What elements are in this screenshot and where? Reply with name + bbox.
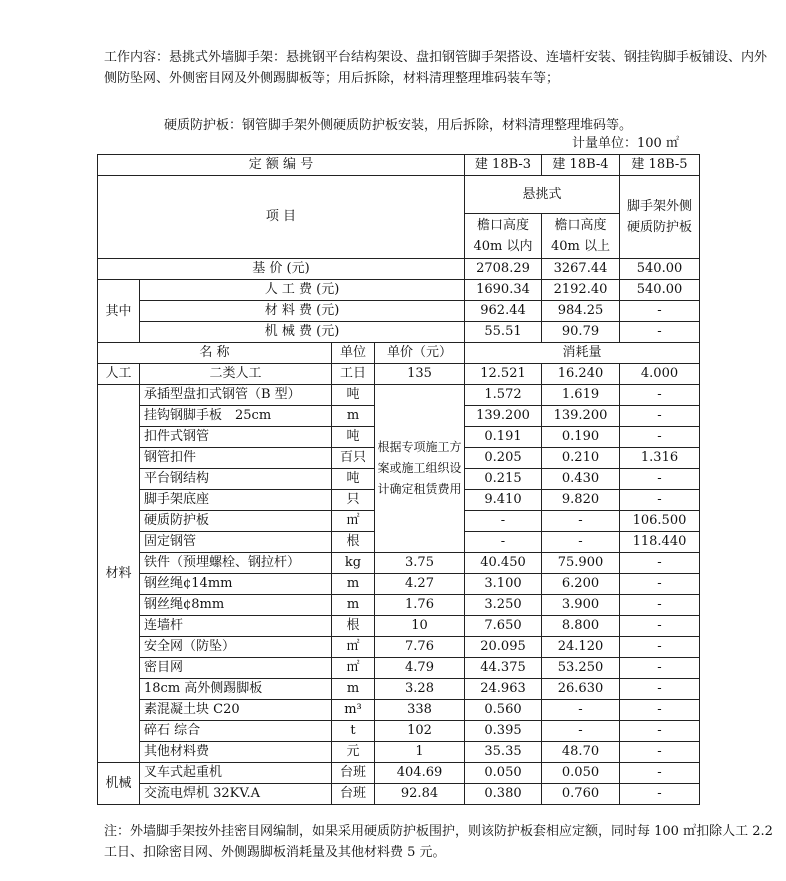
machinery-unit: 台班 <box>332 763 375 784</box>
material-name: 平台钢结构 <box>140 469 332 490</box>
labor-name: 二类人工 <box>140 364 332 385</box>
material-col3: - <box>465 532 542 553</box>
material-name: 脚手架底座 <box>140 490 332 511</box>
material-col4: 48.70 <box>542 742 620 763</box>
material-price: 338 <box>375 700 465 721</box>
material-col3: 1.572 <box>465 385 542 406</box>
material-col5: - <box>620 700 700 721</box>
material-name: 密目网 <box>140 658 332 679</box>
material-name: 钢丝绳¢8mm <box>140 595 332 616</box>
material-col5: - <box>620 427 700 448</box>
name-column-header: 名 称 <box>98 343 332 364</box>
material-name: 连墙杆 <box>140 616 332 637</box>
labor-price: 135 <box>375 364 465 385</box>
labor-cost-col4: 2192.40 <box>542 280 620 301</box>
material-col5: - <box>620 658 700 679</box>
quota-code-row <box>98 155 700 176</box>
material-col3: 3.100 <box>465 574 542 595</box>
material-row <box>98 553 700 574</box>
material-col4: 3.900 <box>542 595 620 616</box>
labor-col4: 16.240 <box>542 364 620 385</box>
material-col5: - <box>620 721 700 742</box>
base-price-col4: 3267.44 <box>542 259 620 280</box>
material-col4: - <box>542 700 620 721</box>
material-col5: - <box>620 469 700 490</box>
machinery-col3: 0.050 <box>465 763 542 784</box>
material-col3: 3.250 <box>465 595 542 616</box>
price-column-header: 单价（元） <box>375 343 465 364</box>
labor-cost-label: 人 工 费 (元) <box>140 280 465 301</box>
material-row <box>98 595 700 616</box>
material-col4: 9.820 <box>542 490 620 511</box>
material-name: 铁件（预埋螺栓、钢拉杆） <box>140 553 332 574</box>
material-col4: 6.200 <box>542 574 620 595</box>
of-which-row <box>98 301 700 322</box>
material-row <box>98 616 700 637</box>
material-name: 硬质防护板 <box>140 511 332 532</box>
cantilever-group-label: 悬挑式 <box>465 176 620 214</box>
labor-col5: 4.000 <box>620 364 700 385</box>
material-unit: 根 <box>332 616 375 637</box>
material-col3: 24.963 <box>465 679 542 700</box>
material-col5: - <box>620 406 700 427</box>
material-col4: 26.630 <box>542 679 620 700</box>
column-header-row <box>98 343 700 364</box>
material-price: 1 <box>375 742 465 763</box>
material-col4: 24.120 <box>542 637 620 658</box>
machinery-col4: 0.050 <box>542 763 620 784</box>
material-row <box>98 721 700 742</box>
material-col3: 0.191 <box>465 427 542 448</box>
group-header-row <box>98 176 700 214</box>
material-price: 7.76 <box>375 637 465 658</box>
material-col4: - <box>542 721 620 742</box>
hard-protection-board-header: 脚手架外侧硬质防护板 <box>620 176 700 259</box>
machinery-price: 92.84 <box>375 784 465 805</box>
material-col3: 40.450 <box>465 553 542 574</box>
material-unit: ㎡ <box>332 511 375 532</box>
material-col5: - <box>620 637 700 658</box>
material-name: 钢丝绳¢14mm <box>140 574 332 595</box>
material-col5: 1.316 <box>620 448 700 469</box>
material-unit: kg <box>332 553 375 574</box>
unit-column-header: 单位 <box>332 343 375 364</box>
base-price-label: 基 价 (元) <box>98 259 465 280</box>
rental-price-note: 根据专项施工方案或施工组织设计确定租赁费用 <box>375 385 465 553</box>
material-price: 4.79 <box>375 658 465 679</box>
machinery-unit: 台班 <box>332 784 375 805</box>
material-col4: 1.619 <box>542 385 620 406</box>
material-name: 承插型盘扣式钢管（B 型） <box>140 385 332 406</box>
material-cost-col5: - <box>620 301 700 322</box>
labor-group-label: 人工 <box>98 364 140 385</box>
material-name: 安全网（防坠） <box>140 637 332 658</box>
material-name: 其他材料费 <box>140 742 332 763</box>
material-price: 10 <box>375 616 465 637</box>
of-which-label: 其中 <box>98 280 140 343</box>
footnote: 注：外墙脚手架按外挂密目网编制，如果采用硬质防护板围护，则该防护板套相应定额，同时每 100 ㎡扣除人工 2.2 工日、扣除密目网、外侧踢脚板消耗量及其他材料费 5 元。 <box>104 824 773 860</box>
measurement-unit: 计量单位：100 ㎡ <box>572 136 679 151</box>
material-unit: 吨 <box>332 385 375 406</box>
of-which-row <box>98 280 700 301</box>
machinery-price: 404.69 <box>375 763 465 784</box>
machinery-cost-col3: 55.51 <box>465 322 542 343</box>
material-unit: 只 <box>332 490 375 511</box>
material-col5: - <box>620 742 700 763</box>
consumption-column-header: 消耗量 <box>465 343 700 364</box>
material-unit: 百只 <box>332 448 375 469</box>
material-unit: 吨 <box>332 427 375 448</box>
material-col5: 118.440 <box>620 532 700 553</box>
eave-height-within-40m: 檐口高度 40m 以内 <box>465 214 542 259</box>
material-col3: 0.205 <box>465 448 542 469</box>
material-col4: 75.900 <box>542 553 620 574</box>
machinery-name: 叉车式起重机 <box>140 763 332 784</box>
machinery-row <box>98 784 700 805</box>
material-unit: 元 <box>332 742 375 763</box>
machinery-col4: 0.760 <box>542 784 620 805</box>
quota-code-col5: 建 18B-5 <box>620 155 700 176</box>
material-name: 扣件式钢管 <box>140 427 332 448</box>
material-name: 钢管扣件 <box>140 448 332 469</box>
machinery-col5: - <box>620 784 700 805</box>
material-row <box>98 700 700 721</box>
of-which-row <box>98 322 700 343</box>
material-row <box>98 679 700 700</box>
machinery-col3: 0.380 <box>465 784 542 805</box>
material-unit: 根 <box>332 532 375 553</box>
quota-code-col4: 建 18B-4 <box>542 155 620 176</box>
quota-table <box>97 154 700 805</box>
material-name: 18cm 高外侧踢脚板 <box>140 679 332 700</box>
material-col4: 139.200 <box>542 406 620 427</box>
machinery-col5: - <box>620 763 700 784</box>
material-unit: 吨 <box>332 469 375 490</box>
material-unit: m³ <box>332 700 375 721</box>
material-col5: - <box>620 595 700 616</box>
machinery-cost-label: 机 械 费 (元) <box>140 322 465 343</box>
machinery-cost-col4: 90.79 <box>542 322 620 343</box>
material-price: 3.75 <box>375 553 465 574</box>
material-unit: m <box>332 406 375 427</box>
material-col5: - <box>620 574 700 595</box>
material-price: 4.27 <box>375 574 465 595</box>
material-col5: 106.500 <box>620 511 700 532</box>
material-cost-col3: 962.44 <box>465 301 542 322</box>
eave-height-above-40m: 檐口高度 40m 以上 <box>542 214 620 259</box>
material-col5: - <box>620 679 700 700</box>
machinery-group-label: 机械 <box>98 763 140 805</box>
material-col5: - <box>620 490 700 511</box>
labor-col3: 12.521 <box>465 364 542 385</box>
material-col3: 9.410 <box>465 490 542 511</box>
material-col4: 53.250 <box>542 658 620 679</box>
material-row <box>98 637 700 658</box>
item-label: 项 目 <box>98 176 465 259</box>
material-name: 素混凝土块 C20 <box>140 700 332 721</box>
labor-cost-col3: 1690.34 <box>465 280 542 301</box>
labor-unit: 工日 <box>332 364 375 385</box>
material-cost-label: 材 料 费 (元) <box>140 301 465 322</box>
material-row <box>98 658 700 679</box>
material-col4: - <box>542 511 620 532</box>
material-unit: ㎡ <box>332 658 375 679</box>
base-price-row <box>98 259 700 280</box>
material-group-label: 材料 <box>98 385 140 763</box>
material-unit: m <box>332 574 375 595</box>
material-row <box>98 742 700 763</box>
quota-code-col3: 建 18B-3 <box>465 155 542 176</box>
material-unit: t <box>332 721 375 742</box>
material-col5: - <box>620 385 700 406</box>
material-cost-col4: 984.25 <box>542 301 620 322</box>
material-price: 1.76 <box>375 595 465 616</box>
material-row <box>98 385 700 406</box>
labor-row <box>98 364 700 385</box>
material-col4: 0.190 <box>542 427 620 448</box>
material-row <box>98 574 700 595</box>
material-col3: 0.560 <box>465 700 542 721</box>
material-col3: 20.095 <box>465 637 542 658</box>
machinery-name: 交流电焊机 32KV.A <box>140 784 332 805</box>
material-col3: - <box>465 511 542 532</box>
material-name: 挂钩钢脚手板 25cm <box>140 406 332 427</box>
material-col3: 139.200 <box>465 406 542 427</box>
material-col4: 8.800 <box>542 616 620 637</box>
material-col3: 0.395 <box>465 721 542 742</box>
material-col4: - <box>542 532 620 553</box>
machinery-cost-col5: - <box>620 322 700 343</box>
material-name: 碎石 综合 <box>140 721 332 742</box>
material-col3: 0.215 <box>465 469 542 490</box>
base-price-col3: 2708.29 <box>465 259 542 280</box>
labor-cost-col5: 540.00 <box>620 280 700 301</box>
material-unit: m <box>332 679 375 700</box>
base-price-col5: 540.00 <box>620 259 700 280</box>
material-unit: ㎡ <box>332 637 375 658</box>
material-col5: - <box>620 616 700 637</box>
material-col4: 0.430 <box>542 469 620 490</box>
material-col3: 35.35 <box>465 742 542 763</box>
material-price: 3.28 <box>375 679 465 700</box>
material-col5: - <box>620 553 700 574</box>
material-col3: 7.650 <box>465 616 542 637</box>
work-content-paragraph: 工作内容：悬挑式外墙脚手架：悬挑钢平台结构架设、盘扣钢管脚手架搭设、连墙杆安装、钢挂钩脚手板铺设、内外侧防坠网、外侧密目网及外侧踢脚板等；用后拆除，材料清理整理堆码装车等； <box>104 50 768 86</box>
machinery-row <box>98 763 700 784</box>
protection-board-paragraph: 硬质防护板：钢管脚手架外侧硬质防护板安装，用后拆除，材料清理整理堆码等。 <box>164 118 633 133</box>
material-unit: m <box>332 595 375 616</box>
material-col3: 44.375 <box>465 658 542 679</box>
material-col4: 0.210 <box>542 448 620 469</box>
quota-code-label: 定 额 编 号 <box>98 155 465 176</box>
material-price: 102 <box>375 721 465 742</box>
material-name: 固定钢管 <box>140 532 332 553</box>
